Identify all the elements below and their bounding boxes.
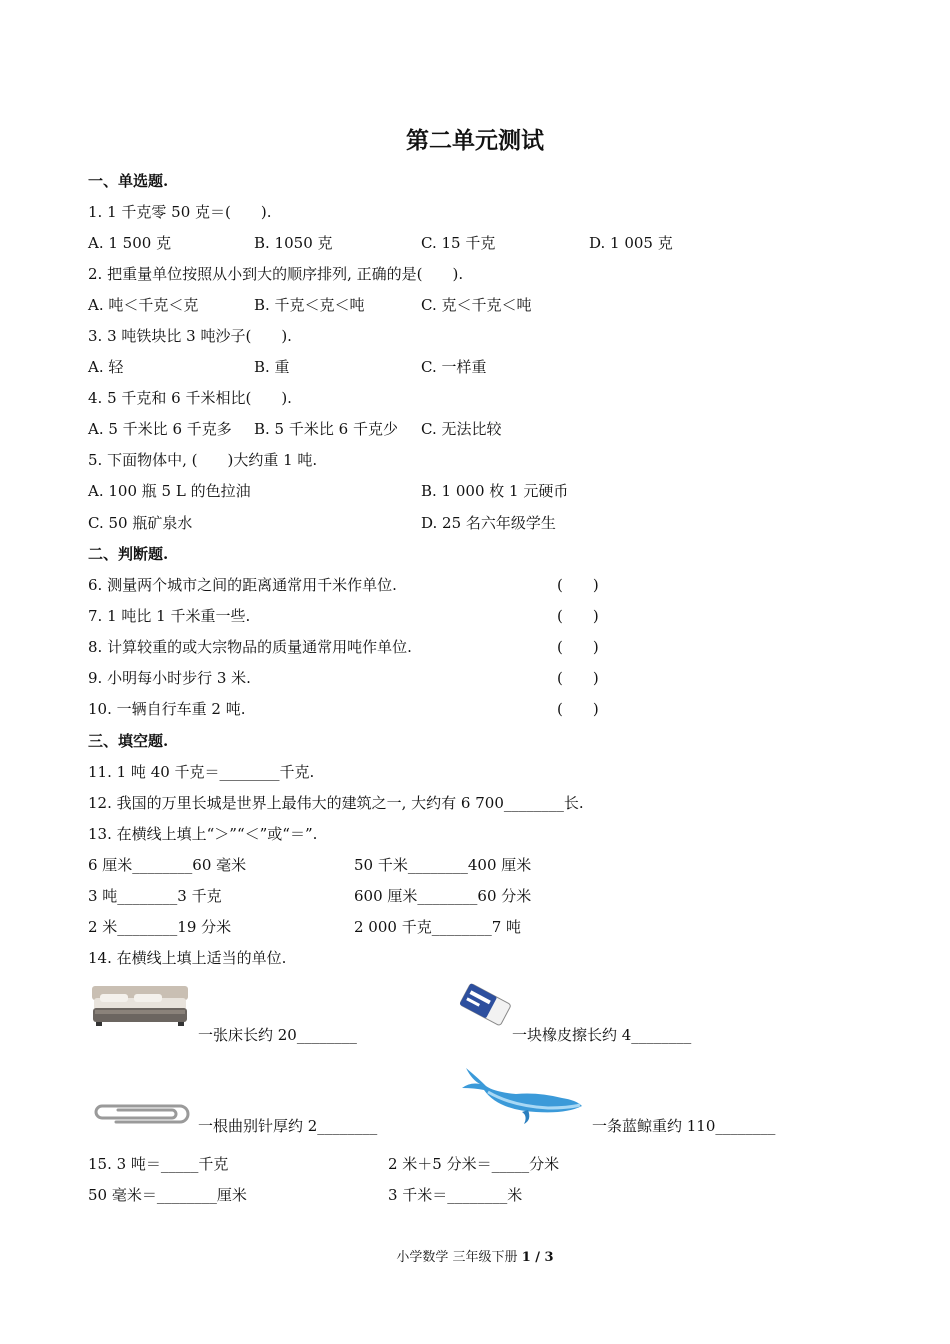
question-13-item: 2 米________19 分米 — [88, 918, 232, 936]
answer-bracket-7: ( ) — [557, 607, 599, 625]
section-heading-true-false: 二、判断题. — [88, 545, 169, 563]
question-5-option-d: D. 25 名六年级学生 — [421, 514, 556, 532]
question-14-clip-text: 一根曲别针厚约 2________ — [198, 1117, 378, 1135]
question-2-option-c: C. 克＜千克＜吨 — [421, 296, 532, 314]
question-1-option-a: A. 1 500 克 — [88, 234, 172, 252]
judge-item-7: 7. 1 吨比 1 千米重一些. — [88, 607, 251, 625]
question-4-option-a: A. 5 千米比 6 千克多 — [88, 420, 232, 438]
question-11: 11. 1 吨 40 千克＝________千克. — [88, 763, 315, 781]
question-12: 12. 我国的万里长城是世界上最伟大的建筑之一, 大约有 6 700________长. — [88, 794, 584, 812]
answer-bracket-6: ( ) — [557, 576, 599, 594]
page-number: 1 / 3 — [521, 1250, 554, 1265]
paper-clip-image — [88, 1098, 194, 1128]
question-13-item: 3 吨________3 千克 — [88, 887, 222, 905]
bed-image — [90, 984, 190, 1028]
question-15-a: 15. 3 吨＝_____千克 — [88, 1155, 229, 1173]
section-heading-fill-in: 三、填空题. — [88, 732, 169, 750]
question-14-bed-text: 一张床长约 20________ — [198, 1026, 357, 1044]
question-5-option-b: B. 1 000 枚 1 元硬币 — [421, 482, 569, 500]
answer-bracket-9: ( ) — [557, 669, 599, 687]
question-5-stem: 5. 下面物体中, ( )大约重 1 吨. — [88, 451, 318, 469]
question-5-option-c: C. 50 瓶矿泉水 — [88, 514, 193, 532]
question-1-option-c: C. 15 千克 — [421, 234, 496, 252]
question-2-option-b: B. 千克＜克＜吨 — [254, 296, 365, 314]
question-15-b: 2 米＋5 分米＝_____分米 — [388, 1155, 560, 1173]
section-heading-single-choice: 一、单选题. — [88, 172, 169, 190]
question-4-option-c: C. 无法比较 — [421, 420, 502, 438]
question-13-item: 6 厘米________60 毫米 — [88, 856, 247, 874]
judge-item-10: 10. 一辆自行车重 2 吨. — [88, 700, 246, 718]
question-3-stem: 3. 3 吨铁块比 3 吨沙子( ). — [88, 327, 292, 345]
footer-subject: 小学数学 三年级下册 — [396, 1250, 522, 1265]
eraser-image — [456, 978, 512, 1032]
question-1-stem: 1. 1 千克零 50 克＝( ). — [88, 203, 272, 221]
question-3-option-a: A. 轻 — [88, 358, 124, 376]
whale-image — [458, 1062, 588, 1136]
judge-item-9: 9. 小明每小时步行 3 米. — [88, 669, 251, 687]
question-13-item: 50 千米________400 厘米 — [354, 856, 532, 874]
question-5-option-a: A. 100 瓶 5 L 的色拉油 — [88, 482, 251, 500]
question-3-option-b: B. 重 — [254, 358, 290, 376]
question-13-item: 2 000 千克________7 吨 — [354, 918, 522, 936]
question-13-stem: 13. 在横线上填上“＞”“＜”或“＝”. — [88, 825, 318, 843]
question-13-item: 600 厘米________60 分米 — [354, 887, 532, 905]
judge-item-6: 6. 测量两个城市之间的距离通常用千米作单位. — [88, 576, 397, 594]
question-14-eraser-text: 一块橡皮擦长约 4________ — [512, 1026, 692, 1044]
question-14-stem: 14. 在横线上填上适当的单位. — [88, 949, 287, 967]
answer-bracket-8: ( ) — [557, 638, 599, 656]
question-4-stem: 4. 5 千克和 6 千米相比( ). — [88, 389, 292, 407]
question-2-stem: 2. 把重量单位按照从小到大的顺序排列, 正确的是( ). — [88, 265, 464, 283]
question-1-option-d: D. 1 005 克 — [589, 234, 673, 252]
page-title: 第二单元测试 — [406, 127, 544, 154]
question-14-whale-text: 一条蓝鲸重约 110________ — [592, 1117, 776, 1135]
question-2-option-a: A. 吨＜千克＜克 — [88, 296, 199, 314]
answer-bracket-10: ( ) — [557, 700, 599, 718]
judge-item-8: 8. 计算较重的或大宗物品的质量通常用吨作单位. — [88, 638, 412, 656]
question-4-option-b: B. 5 千米比 6 千克少 — [254, 420, 398, 438]
question-1-option-b: B. 1050 克 — [254, 234, 333, 252]
question-3-option-c: C. 一样重 — [421, 358, 487, 376]
question-15-c: 50 毫米＝________厘米 — [88, 1186, 247, 1204]
question-15-d: 3 千米＝________米 — [388, 1186, 523, 1204]
page-footer — [0, 1249, 950, 1267]
